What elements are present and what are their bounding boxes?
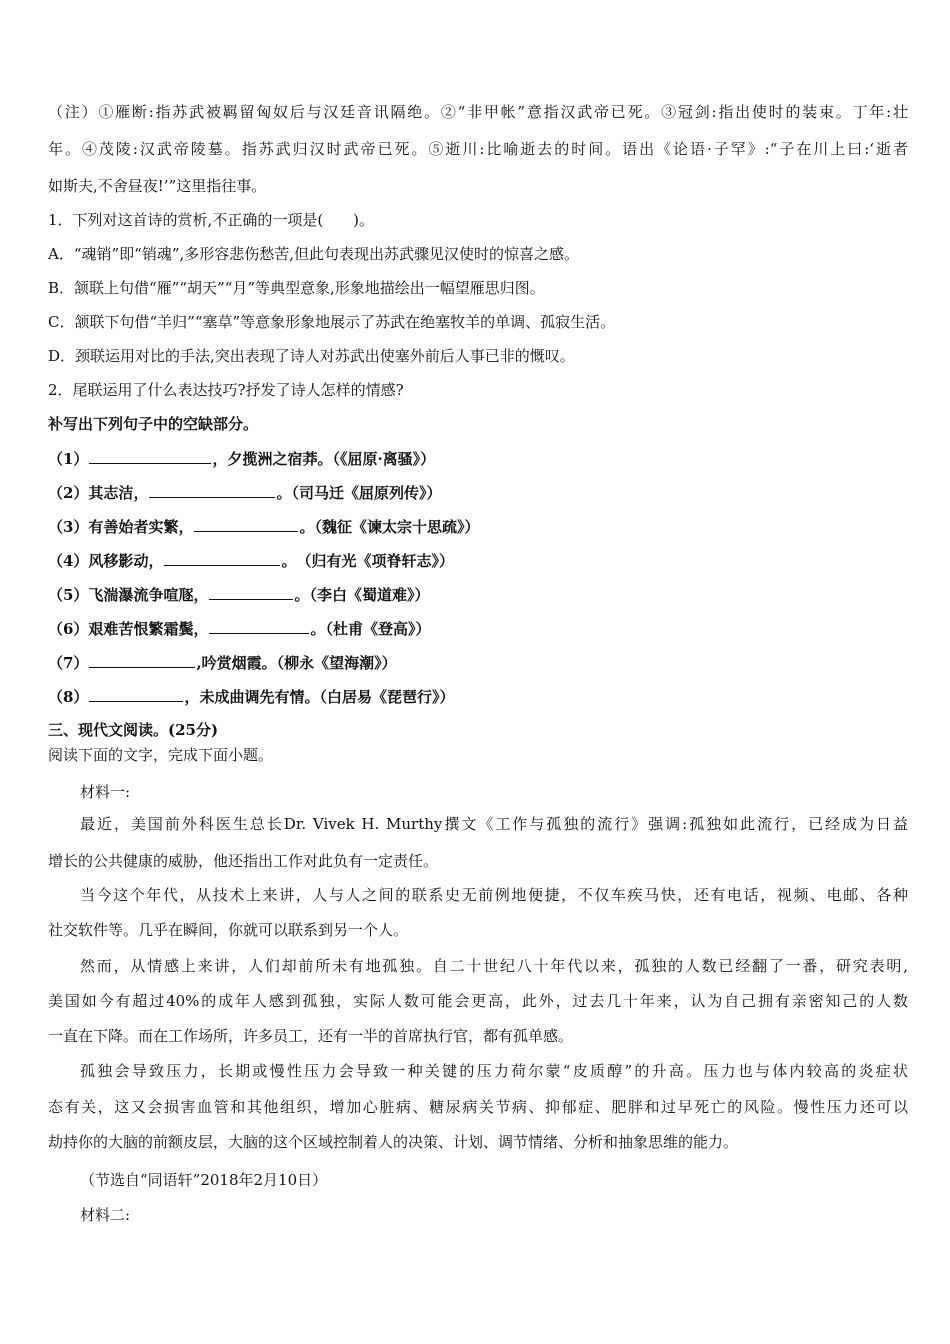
fill-item-suffix: 。（司马迁《屈原列传》）: [276, 484, 442, 502]
fill-item-suffix: 。（李白《蜀道难》）: [294, 586, 430, 604]
fill-item-prefix: （5）飞湍瀑流争喧豗，: [48, 586, 209, 604]
answer-blank: [89, 448, 211, 464]
fill-item-prefix: （8）: [48, 688, 89, 706]
fill-item: [48, 550, 908, 571]
paragraph-4-line-2: 态有关，这又会损害血管和其他组织，增加心脏病、糖尿病关节病、抑郁症、肥胖和过早死亡的风险。慢性压力还可以: [48, 1098, 908, 1116]
note-line-1: （注）①雁断:指苏武被羁留匈奴后与汉廷音讯隔绝。②“非甲帐”意指汉武帝已死。③冠剑:指出使时的装束。丁年:壮: [48, 103, 908, 121]
fill-item: [48, 686, 908, 707]
material-2-label: 材料二:: [80, 1206, 131, 1224]
section-3-heading: 三、现代文阅读。(25分): [48, 721, 219, 739]
material-1-label: 材料一:: [80, 783, 131, 801]
answer-blank: [164, 550, 280, 566]
question-2-stem: 2．尾联运用了什么表达技巧?抒发了诗人怎样的情感?: [48, 381, 404, 399]
question-1-option-d: D．颈联运用对比的手法,突出表现了诗人对苏武出使塞外前后人事已非的慨叹。: [48, 347, 575, 365]
section-3-intro: 阅读下面的文字，完成下面小题。: [48, 746, 274, 764]
paragraph-3-line-2: 美国如今有超过40%的成年人感到孤独，实际人数可能会更高，此外，过去几十年来，认为自己拥有亲密知己的人数: [48, 992, 908, 1010]
question-1-option-b: B．颔联上句借“雁”“胡天”“月”等典型意象,形象地描绘出一幅望雁思归图。: [48, 279, 545, 297]
fill-item: [48, 516, 908, 537]
note-line-2: 年。④茂陵:汉武帝陵墓。指苏武归汉时武帝已死。⑤逝川:比喻逝去的时间。语出《论语·子罕》:“子在川上曰:‘逝者: [48, 140, 908, 158]
fill-item-suffix: ，夕揽洲之宿莽。（《屈原·离骚》）: [212, 450, 436, 468]
answer-blank: [209, 618, 309, 634]
fill-item-prefix: （2）其志洁，: [48, 484, 149, 502]
answer-blank: [89, 652, 195, 668]
paragraph-2-line-2: 社交软件等。几乎在瞬间，你就可以联系到另一个人。: [48, 921, 409, 939]
question-1-stem: 1．下列对这首诗的赏析,不正确的一项是( )。: [48, 211, 375, 229]
fill-item-suffix: 。 （归有光《项脊轩志》）: [281, 552, 454, 570]
paragraph-3-line-1: 然而，从情感上来讲，人们却前所未有地孤独。自二十世纪八十年代以来，孤独的人数已经翻了一番，研究表明,: [80, 957, 908, 975]
fill-item-suffix: ,吟赏烟霞。（柳永《望海潮》）: [196, 654, 397, 672]
fill-item-prefix: （7）: [48, 654, 89, 672]
fill-item: [48, 618, 908, 639]
question-1-option-c: C．颔联下句借“羊归”“塞草”等意象形象地展示了苏武在绝塞牧羊的单调、孤寂生活。: [48, 313, 616, 331]
fill-item-suffix: 。（杜甫《登高》）: [310, 620, 431, 638]
paragraph-1-line-1: 最近，美国前外科医生总长Dr. Vivek H. Murthy撰文《工作与孤独的流行》强调:孤独如此流行，已经成为日益: [80, 815, 908, 833]
paragraph-4-line-1: 孤独会导致压力，长期或慢性压力会导致一种关键的压力荷尔蒙“皮质醇”的升高。压力也与体内较高的炎症状: [80, 1062, 908, 1080]
fill-item-prefix: （1）: [48, 450, 89, 468]
fill-item: [48, 482, 908, 503]
fill-item: [48, 448, 908, 469]
paragraph-4-line-3: 劫持你的大脑的前额皮层，大脑的这个区域控制着人的决策、计划、调节情绪、分析和抽象思维的能力。: [48, 1133, 739, 1151]
answer-blank: [149, 482, 275, 498]
fill-item: [48, 652, 908, 673]
fill-item-prefix: （6）艰难苦恨繁霜鬓，: [48, 620, 209, 638]
paragraph-1-line-2: 增长的公共健康的威胁，他还指出工作对此负有一定责任。: [48, 852, 439, 870]
answer-blank: [194, 516, 298, 532]
material-1-source: （节选自“同语轩”2018年2月10日）: [80, 1171, 328, 1189]
paragraph-3-line-3: 一直在下降。而在工作场所，许多员工，还有一半的首席执行官，都有孤单感。: [48, 1027, 574, 1045]
fill-section-title: 补写出下列句子中的空缺部分。: [48, 415, 259, 433]
answer-blank: [209, 584, 293, 600]
fill-item-suffix: ，未成曲调先有情。（白居易《琵琶行》）: [184, 688, 455, 706]
fill-item-prefix: （3）有善始者实繁，: [48, 518, 194, 536]
fill-item-prefix: （4）风移影动，: [48, 552, 164, 570]
answer-blank: [89, 686, 183, 702]
fill-item: [48, 584, 908, 605]
question-1-option-a: A．“魂销”即“销魂”,多形容悲伤愁苦,但此句表现出苏武骤见汉使时的惊喜之感。: [48, 245, 580, 263]
fill-item-suffix: 。（魏征《谏太宗十思疏》）: [299, 518, 480, 536]
paragraph-2-line-1: 当今这个年代，从技术上来讲，人与人之间的联系史无前例地便捷，不仅车疾马快，还有电话，视频、电邮、各种: [80, 886, 908, 904]
note-line-3: 如斯夫,不舍昼夜!’”这里指往事。: [48, 177, 267, 195]
